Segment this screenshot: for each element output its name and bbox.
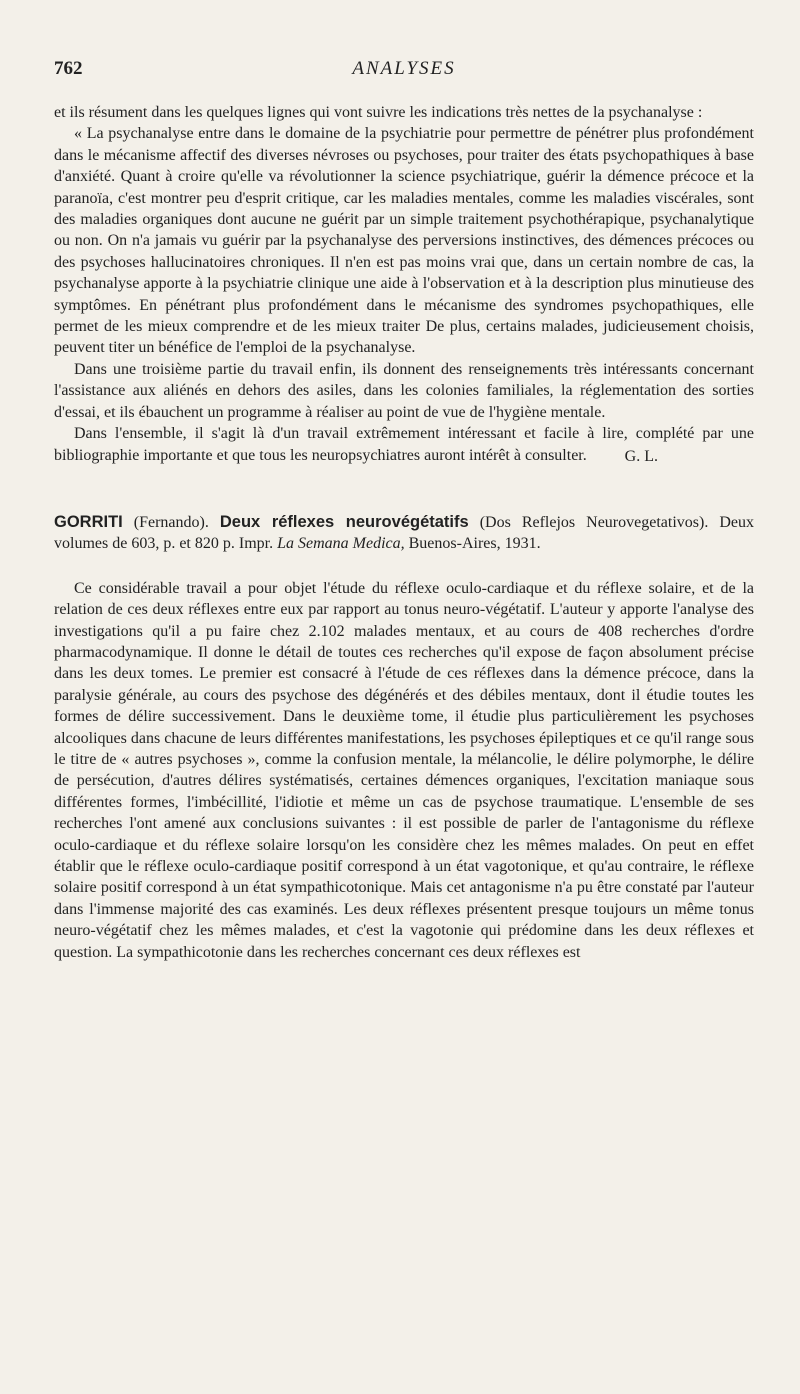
entry-original-title: (Dos Reflejos Neurovegetativos). — [479, 513, 709, 531]
review-gorriti — [54, 512, 754, 963]
section-title: ANALYSES — [352, 58, 456, 79]
page-number: 762 — [54, 58, 83, 79]
entry-place-date: Buenos-Aires, 1931. — [408, 535, 541, 553]
paragraph: et ils résument dans les quelques lignes qui vont suivre les indications très nettes de la psychanalyse : — [54, 104, 703, 121]
entry-author-first-name: (Fernando). — [133, 513, 209, 531]
review-analyses-continued — [54, 102, 754, 466]
review-body: Ce considérable travail a pour objet l'étude du réflexe oculo-cardiaque et du réflexe solaire, et de la relation de ces deux réflexes entre eux par rapport au tonus neuro-végétatif. L'auteur y apporte l'analyse des investigations qu'il a pu faire chez 2.102 malades mentaux, et au cours de 408 recherches d'ordre pharmacodynamique. Il donne le détail de toutes ces recherches qu'il expose de façon absolument précise dans les deux tomes. Le premier est consacré à l'étude de ces réflexes dans la démence précoce, dans la paralysie générale, au cours des psychose des dégénérés et des débiles mentaux, dont il étudie toutes les formes de délire successivement. Dans le deuxième tome, il étudie plus particulièrement les psychoses alcooliques dans chacune de leurs différentes manifestations, les psychoses épileptiques et ce qu'il range sous le titre de « autres psychoses », comme la confusion mentale, la mélancolie, le délire polymorphe, le délire de persécution, d'autres délires systématisés, certaines démences organiques, l'excitation maniaque sous différentes formes, l'imbécillité, l'idiotie et même un cas de psychose traumatique. L'ensemble de ses recherches l'ont amené aux conclusions suivantes : il est possible de parler de l'antagonisme du réflexe oculo-cardiaque et du réflexe solaire lorsqu'on les considère chez les mêmes malades. On peut en effet établir que le réflexe oculo-cardiaque positif correspond à un état vagotonique, et qu'au contraire, le réflexe solaire positif correspond à un état sympathicotonique. Mais cet antagonisme n'a pu être constaté par l'auteur dans l'immense majorité des cas examinés. Les deux réflexes présentent presque toujours un même tonus neuro-végétatif chez les mêmes malades, et c'est la vagotonie qui prédomine dans les deux réflexes et question. La sympathicotonie dans les recherches concernant ces deux réflexes est — [54, 579, 754, 961]
entry-publisher: La Semana Medica, — [277, 535, 405, 553]
quotation-paragraph: « La psychanalyse entre dans le domaine de la psychiatrie pour permettre de pénétrer plus profondément dans le mécanisme affectif des diverses névroses ou psychoses, pour traiter des états psychopathiques à base d'anxiété. Quant à croire qu'elle va révolutionner la science psychiatrique, guérir la démence précoce et la paranoïa, c'est montrer peu d'esprit critique, car les maladies mentales, comme les maladies viscérales, sont des maladies organiques dont aucune ne guérit par un simple traitement psychothérapique, psychanalytique ou non. On n'a jamais vu guérir par la psychanalyse des perversions instinctives, des démences précoces ou des psychoses hallucinatoires chroniques. Il n'en est pas moins vrai que, dans un certain nombre de cas, la psychanalyse apporte à la psychiatrie clinique une aide à l'observation et à la description plus minutieuse des symptômes. En pénétrant plus profondément dans le mécanisme des syndromes psychopathiques, elle permet de les mieux comprendre et de les mieux traiter De plus, certains malades, judicieusement choisis, peuvent titer un bénéfice de l'emploi de la psychanalyse. — [54, 125, 754, 357]
closing-paragraph-block — [54, 423, 754, 466]
entry-details: Deux volumes de 603, p. et 820 p. Impr. — [54, 513, 754, 553]
reviewer-signature: G. L. — [624, 447, 658, 465]
paragraph: Dans une troisième partie du travail enfin, ils donnent des renseignements très intéressants concernant l'assistance aux aliénés en dehors des asiles, dans les colonies familiales, la réglementation des sorties d'essai, et ils ébauchent un programme à réaliser au point de vue de l'hygiène mentale. — [54, 360, 754, 421]
running-head — [54, 58, 754, 102]
paragraph: Dans l'ensemble, il s'agit là d'un travail extrêmement intéressant et facile à lire, complété par une bibliographie importante et que tous les neuropsychiatres auront intérêt à consulter. — [54, 425, 754, 464]
entry-author: GORRITI — [54, 512, 123, 531]
page — [54, 0, 754, 963]
entry-title: Deux réflexes neurovégétatifs — [219, 512, 469, 531]
bibliographic-entry — [54, 512, 754, 555]
